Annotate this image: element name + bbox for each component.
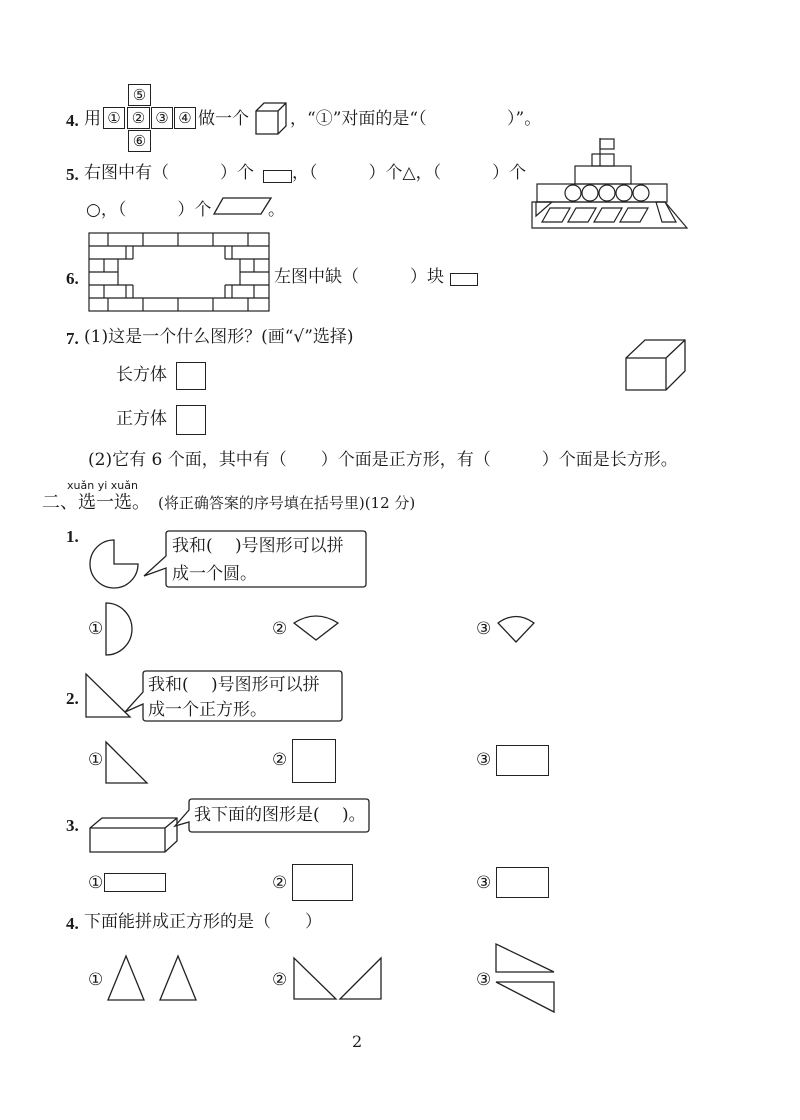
option-cuboid-label: 长方体 (116, 365, 167, 385)
q4-text-use: 用 (84, 109, 101, 129)
q5-line1: 右图中有（ ）个 (84, 163, 254, 183)
s2q2-option-1-label: ① (88, 750, 104, 770)
option-cube-label: 正方体 (116, 409, 167, 429)
q7-number: 7. (66, 329, 79, 348)
cube-icon (255, 102, 289, 136)
s2q2-bubble-line1: 我和( )号图形可以拼 (148, 675, 320, 695)
brick-icon (450, 273, 478, 286)
s2q2-bubble-line2: 成一个正方形。 (148, 700, 267, 720)
s2q1-bubble-line2: 成一个圆。 (172, 564, 257, 584)
s2q4-text: 下面能拼成正方形的是（ ） (84, 912, 322, 932)
net-face-2: ② (127, 107, 150, 129)
s2q4-number: 4. (66, 914, 79, 933)
s2q3-option-2-label: ② (272, 873, 288, 893)
net-face-6: ⑥ (128, 130, 151, 152)
net-face-4: ④ (174, 107, 196, 129)
flat-cuboid-picture (88, 816, 180, 856)
section-note: (将正确答案的序号填在括号里)(12 分) (158, 494, 416, 512)
rectangle-icon (263, 170, 292, 183)
section-pinyin: xuǎn yi xuǎn (67, 479, 138, 492)
q4-text-make: 做一个 (198, 109, 249, 129)
q7-part1: (1)这是一个什么图形？(画“√”选择) (84, 327, 354, 347)
s2q4-option-3-label: ③ (476, 970, 492, 990)
q7-part2: (2)它有 6 个面，其中有（ ）个面是正方形，有（ ）个面是长方形。 (88, 450, 678, 470)
net-face-5: ⑤ (128, 84, 151, 106)
s2q3-bubble-text: 我下面的图形是( )。 (194, 805, 366, 825)
s2q2-number: 2. (66, 689, 79, 708)
s2q4-option-1-label: ① (88, 970, 104, 990)
section-title: 二、选一选。 (42, 492, 150, 513)
q4-text-end: ）”。 (507, 109, 542, 129)
q5-number: 5. (66, 165, 79, 184)
parallelogram-icon (213, 196, 273, 218)
triangle-shape (104, 740, 150, 786)
two-long-triangles-shape (494, 942, 560, 1016)
thin-rectangle-shape (104, 873, 166, 892)
q4-number: 4. (66, 111, 79, 130)
rectangle-shape (496, 867, 549, 898)
brick-wall-picture (88, 232, 270, 312)
s2q1-option-3-label: ③ (476, 619, 492, 639)
q5-line1-part2: ，（ ）个△，（ ）个 (292, 163, 527, 183)
s2q1-option-2-label: ② (272, 619, 288, 639)
rectangle-shape (292, 864, 353, 901)
rectangle-shape (496, 745, 549, 776)
boat-picture (530, 136, 690, 231)
three-quarter-circle-picture (86, 534, 146, 594)
s2q3-option-3-label: ③ (476, 873, 492, 893)
q4-text-rest: ，“①”对面的是“（ (290, 109, 427, 129)
s2q2-option-3-label: ③ (476, 750, 492, 770)
cube-net (103, 84, 195, 150)
two-triangles-shape (106, 954, 198, 1004)
sector-shape-small (496, 612, 538, 644)
semicircle-shape (104, 601, 134, 657)
s2q3-number: 3. (66, 816, 79, 835)
q5-line2-end: 。 (268, 200, 285, 220)
s2q4-option-2-label: ② (272, 970, 288, 990)
net-face-1: ① (103, 107, 125, 129)
q6-text: 左图中缺（ ）块 (274, 267, 444, 287)
two-right-triangles-shape (292, 956, 384, 1002)
q6-number: 6. (66, 269, 79, 288)
square-shape (292, 739, 336, 783)
net-face-3: ③ (151, 107, 173, 129)
sector-shape-large (292, 612, 340, 642)
q5-line2: ○，（ ）个 (86, 200, 212, 220)
s2q1-number: 1. (66, 527, 79, 546)
cuboid-picture (625, 338, 687, 392)
s2q1-option-1-label: ① (88, 619, 104, 639)
cube-check-box[interactable] (176, 405, 206, 435)
cuboid-check-box[interactable] (176, 362, 206, 390)
page-number: 2 (352, 1032, 363, 1051)
s2q2-option-2-label: ② (272, 750, 288, 770)
s2q1-bubble-line1: 我和( )号图形可以拼 (172, 536, 344, 556)
s2q3-option-1-label: ① (88, 873, 104, 893)
